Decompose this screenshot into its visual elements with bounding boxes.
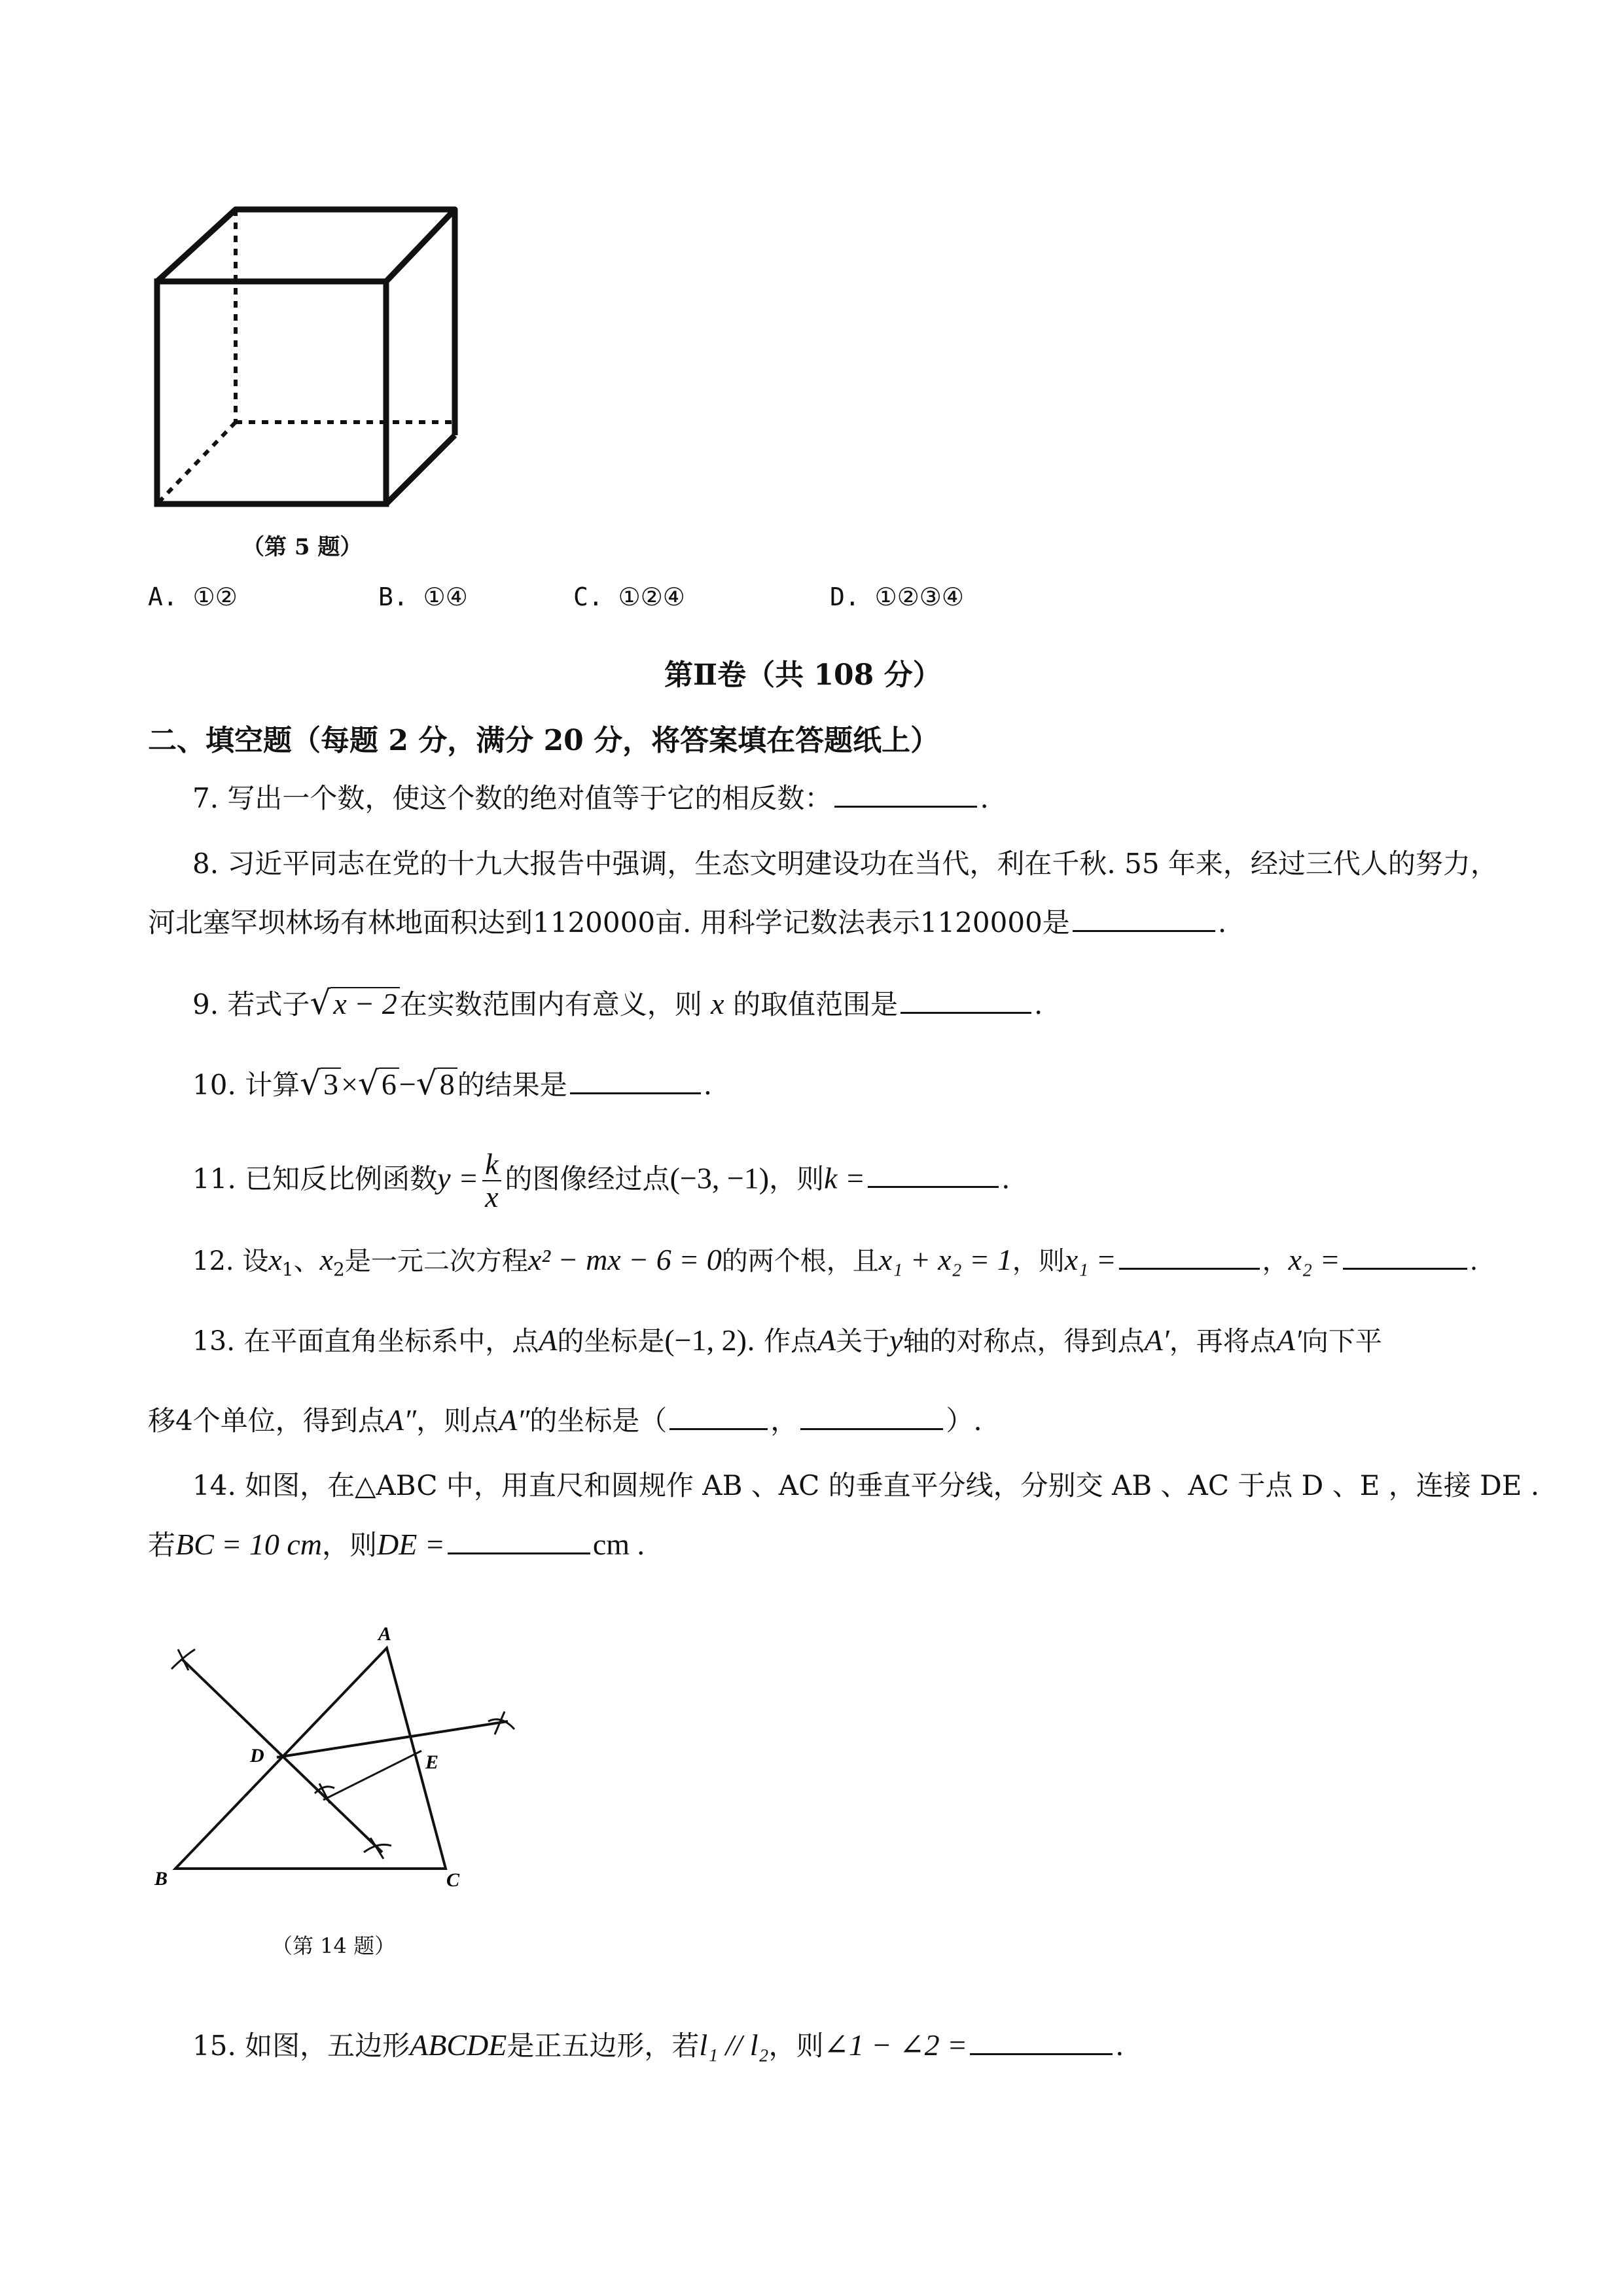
option-a: A. ①② (148, 583, 238, 611)
option-c: C. ①②④ (573, 583, 685, 611)
answer-blank-x1[interactable] (1119, 1242, 1260, 1270)
answer-blank[interactable] (834, 780, 977, 808)
answer-blank[interactable] (570, 1066, 701, 1094)
answer-blank-x2[interactable] (1343, 1242, 1467, 1270)
cube-top-edges (157, 209, 455, 281)
option-b: B. ①④ (378, 583, 468, 611)
figure-14-triangle (148, 1617, 541, 1905)
cube-right-bottom-edge (386, 435, 455, 504)
bisector-ac (323, 1751, 421, 1800)
answer-blank[interactable] (901, 986, 1031, 1014)
question-12: 12. 设$x_1$、$x_2$是一元二次方程x² − mx − 6 = 0的两个根，且x₁ + x₂ = 1，则x₁ = ，x₂ = . (192, 1243, 1478, 1280)
point-label-e: E (425, 1751, 439, 1773)
figure-5-caption: （第 5 题） (242, 534, 363, 560)
arc-mark-3 (364, 1838, 391, 1859)
answer-blank-y[interactable] (800, 1402, 943, 1430)
question-14-line-1: 14. 如图，在△ABC 中，用直尺和圆规作 AB 、AC 的垂直平分线，分别交 AB 、AC 于点 D 、E ，连接 DE . (192, 1469, 1540, 1501)
figure-5-cube (151, 196, 465, 524)
question-15: 15. 如图，五边形ABCDE是正五边形，若l₁ // l₂，则∠1 − ∠2 = . (192, 2028, 1124, 2062)
question-14-line-2: 若BC = 10 cm，则DE = cm . (148, 1528, 645, 1561)
question-9: 9. 若式子√x − 2在实数范围内有意义，则 x 的取值范围是 . (192, 984, 1043, 1022)
part-title: 第Ⅱ卷（共 108 分） (664, 658, 942, 692)
answer-blank-x[interactable] (669, 1402, 768, 1430)
question-8-line-2: 河北塞罕坝林场有林地面积达到1120000亩. 用科学记数法表示1120000是 . (148, 903, 1226, 942)
point-label-d: D (250, 1745, 264, 1767)
question-13-line-1: 13. 在平面直角坐标系中，点A的坐标是(−1, 2). 作点A关于y轴的对称点，得到点A′，再将点A′向下平 (192, 1323, 1382, 1357)
vertex-label-a: A (378, 1623, 392, 1645)
option-d: D. ①②③④ (830, 583, 964, 611)
question-13-line-2: 移4个单位，得到点A″，则点A″的坐标是（ ， ）. (148, 1403, 982, 1437)
cube-hidden-diagonal (157, 422, 236, 504)
answer-blank[interactable] (970, 2027, 1113, 2055)
answer-blank[interactable] (868, 1160, 999, 1188)
question-8-line-1: 8. 习近平同志在党的十九大报告中强调，生态文明建设功在当代，利在千秋. 55 年来，经过三代人的努力， (192, 848, 1498, 880)
question-10: 10. 计算√3×√6−√8的结果是 . (192, 1064, 713, 1102)
figure-14-caption: （第 14 题） (272, 1933, 396, 1958)
question-11: 11. 已知反比例函数y = $\frac{k}{x}$ 的图像经过点(−3, −1)，则k = . (192, 1147, 1010, 1214)
section-heading: 二、填空题（每题 2 分，满分 20 分，将答案填在答题纸上） (148, 724, 940, 757)
question-7: 7. 写出一个数，使这个数的绝对值等于它的相反数： . (192, 779, 989, 818)
answer-blank[interactable] (1073, 904, 1215, 932)
vertex-label-c: C (446, 1869, 460, 1891)
vertex-label-b: B (154, 1868, 168, 1890)
answer-blank[interactable] (448, 1526, 590, 1554)
